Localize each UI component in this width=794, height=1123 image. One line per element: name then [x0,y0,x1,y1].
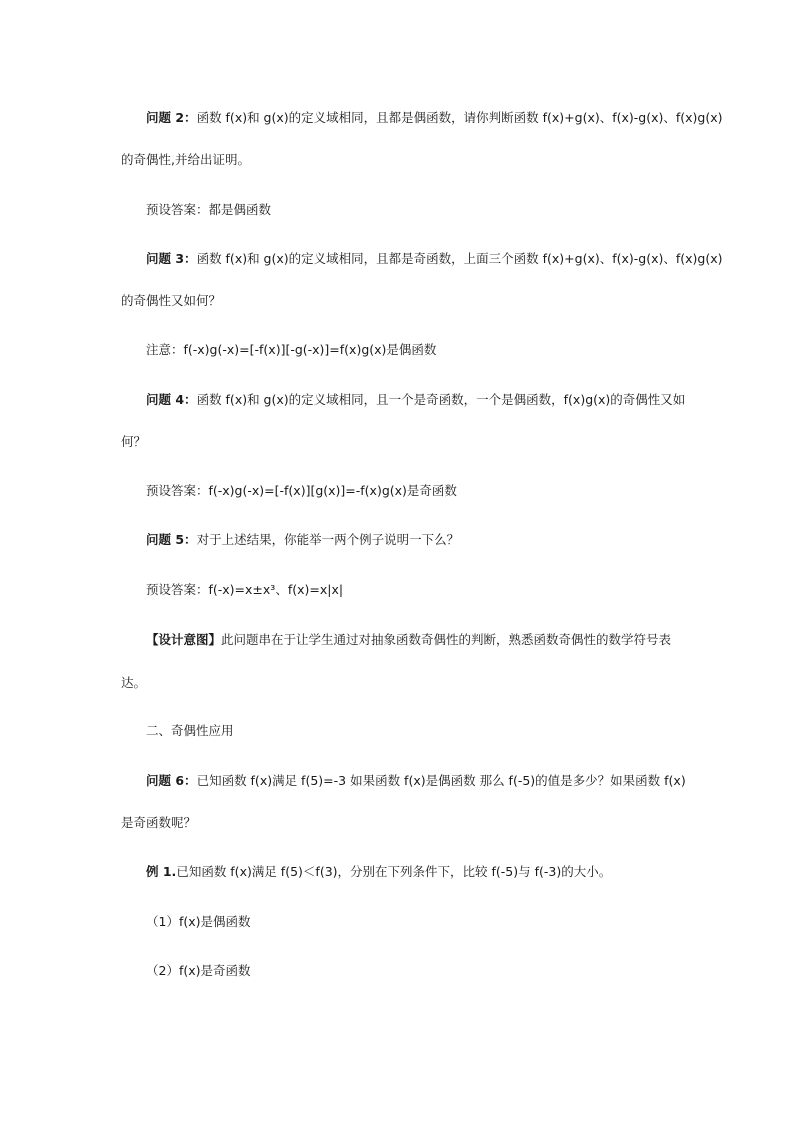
question-2-text: 函数 f(x)和 g(x)的定义域相同，且都是偶函数，请你判断函数 f(x)+g(x)、f(x)-g(x)、f(x)g(x) [196,110,723,125]
example-1 [146,864,611,880]
design-intent-label: 【设计意图】 [146,632,222,647]
question-2-label: 问题 2： [146,110,197,125]
question-4-text: 函数 f(x)和 g(x)的定义域相同，且一个是奇函数，一个是偶函数，f(x)g(x)的奇偶性又如 [196,392,686,407]
question-3-label: 问题 3： [146,251,197,266]
question-4-label: 问题 4： [146,392,197,407]
question-3-line-1 [146,251,723,267]
question-2-line-1 [146,110,723,126]
question-5-label: 问题 5： [146,532,197,547]
question-2-line-2: 的奇偶性,并给出证明。 [121,152,250,167]
example-1-text: 已知函数 f(x)满足 f(5)＜f(3)，分别在下列条件下，比较 f(-5)与 f(-3)的大小。 [176,864,612,879]
question-5 [146,532,459,548]
design-intent-line-2: 达。 [121,675,147,690]
question-5-text: 对于上述结果，你能举一两个例子说明一下么？ [196,532,460,547]
answer-5: 预设答案：f(-x)=x±x³、f(x)=x|x| [146,582,344,597]
example-1-part-2: （2）f(x)是奇函数 [146,963,251,978]
section-2-heading: 二、奇偶性应用 [146,723,234,738]
question-6-text: 已知函数 f(x)满足 f(5)=-3 如果函数 f(x)是偶函数 那么 f(-5)的值是多少？如果函数 f(x) [196,773,686,788]
question-6-line-1 [146,773,686,789]
question-3-text: 函数 f(x)和 g(x)的定义域相同，且都是奇函数，上面三个函数 f(x)+g(x)、f(x)-g(x)、f(x)g(x) [196,251,723,266]
answer-4: 预设答案：f(-x)g(-x)=[-f(x)][g(x)]=-f(x)g(x)是奇函数 [146,483,457,498]
question-4-line-2: 何？ [121,434,147,449]
question-6-line-2: 是奇函数呢？ [121,815,197,830]
question-3-line-2: 的奇偶性又如何？ [121,293,222,308]
example-1-label: 例 1. [146,864,177,879]
note-3: 注意：f(-x)g(-x)=[-f(x)][-g(-x)]=f(x)g(x)是偶函数 [146,342,437,357]
question-6-label: 问题 6： [146,773,197,788]
design-intent-text: 此问题串在于让学生通过对抽象函数奇偶性的判断，熟悉函数奇偶性的数学符号表 [221,632,672,647]
design-intent-line-1 [146,632,671,648]
question-4-line-1 [146,392,685,408]
example-1-part-1: （1）f(x)是偶函数 [146,914,251,929]
answer-2: 预设答案：都是偶函数 [146,202,272,217]
